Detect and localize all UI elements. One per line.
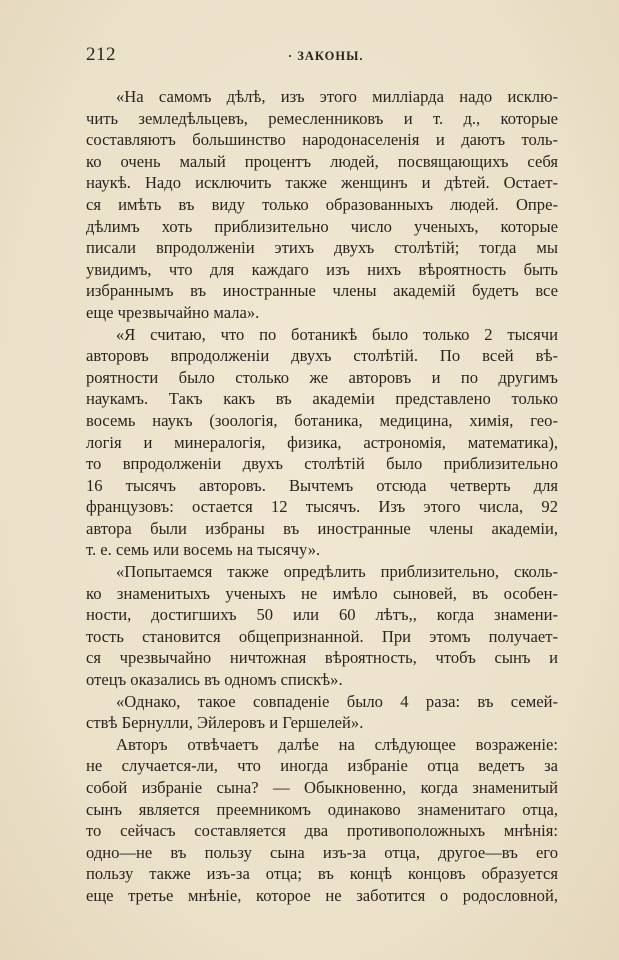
text-line: тость становится общепризнанной. При этомъ получает- [86,626,558,646]
text-line: авторовъ впродолженіи двухъ столѣтій. По всей вѣ- [86,346,558,366]
text-line: еще третье мнѣніе, которое не заботится о родословной, [86,885,558,905]
text-line: 16 тысячъ авторовъ. Вычтемъ отсюда четверть для [86,475,558,495]
running-head [86,44,560,68]
text-line: то сейчасъ составляется два противоположныхъ мнѣнія: [86,821,558,841]
text-line: не случается-ли, что иногда избраніе отца ведетъ за [86,756,558,776]
text-line: логія и минералогія, физика, астрономія, математика), [86,432,558,452]
text-line: «На самомъ дѣлѣ, изъ этого милліарда надо исклю- [116,87,558,106]
text-line: сынъ является преемникомъ одинаково знаменитаго отца, [86,799,558,819]
text-line: то впродолженіи двухъ столѣтій было приблизительно [86,454,558,474]
text-line: роятности было столько же авторовъ и по другимъ [86,367,558,387]
text-line: пользу также изъ-за отца; въ концѣ концовъ образуется [86,864,558,884]
text-line: французовъ: остается 12 тысячъ. Изъ этого числа, 92 [86,497,558,517]
text-line: ко очень малый процентъ людей, посвящающихъ себя [86,151,558,171]
text-line: составляютъ большинство народонаселенія и даютъ толь- [86,130,558,150]
paragraph-1 [86,86,558,324]
text-line: еще чрезвычайно мала». [86,302,260,322]
paragraph-4 [86,691,558,734]
text-line: автора были избраны въ иностранные члены академіи, [86,518,558,538]
text-line: наукѣ. Надо исключить также женщинъ и дѣтей. Остает- [86,173,558,193]
text-line: ствѣ Бернулли, Эйлеровъ и Гершелей». [86,713,364,733]
paragraph-3 [86,561,558,691]
text-line: «Попытаемся также опредѣлить приблизительно, сколь- [116,562,558,582]
text-line: наукамъ. Такъ какъ въ академіи представлено только [86,389,558,409]
body-text [86,86,558,907]
text-line: избраннымъ въ иностранные члены академій будетъ все [86,281,558,301]
running-title: · ЗАКОНЫ. [288,49,364,63]
text-line: Авторъ отвѣчаетъ далѣе на слѣдующее возраженіе: [116,734,558,754]
text-line: писали впродолженіи этихъ двухъ столѣтій; тогда мы [86,238,558,258]
page-number: 212 [86,44,116,65]
paragraph-2 [86,324,558,562]
text-line: дѣлимъ хоть приблизительно число ученыхъ, которые [86,216,558,236]
text-line: чить земледѣльцевъ, ремесленниковъ и т. д., которые [86,108,558,128]
text-line: одно—не въ пользу сына изъ-за отца, другое—въ его [86,842,558,862]
text-line: увидимъ, что для каждаго изъ нихъ вѣроятность быть [86,259,558,279]
text-line: ся чрезвычайно ничтожная вѣроятность, чтобъ сынъ и [86,648,558,668]
text-line: отецъ оказались въ одномъ спискѣ». [86,670,343,690]
text-line: восемь наукъ (зоологія, ботаника, медицина, химія, гео- [86,410,558,430]
paragraph-5 [86,734,558,907]
text-line: «Однако, такое совпаденіе было 4 раза: въ семей- [116,691,558,711]
text-line: собой избраніе сына? — Обыкновенно, когда знаменитый [86,778,558,797]
text-line: ся имѣть въ виду только образованныхъ людей. Опре- [86,194,558,214]
text-line: «Я считаю, что по ботаникѣ было только 2 тысячи [116,324,558,344]
text-line: ности, достигшихъ 50 или 60 лѣтъ,, когда знамени- [86,605,558,625]
text-line: ко знаменитыхъ ученыхъ не имѣло сыновей, въ особен- [86,583,558,603]
text-line: т. е. семь или восемь на тысячу». [86,540,321,560]
